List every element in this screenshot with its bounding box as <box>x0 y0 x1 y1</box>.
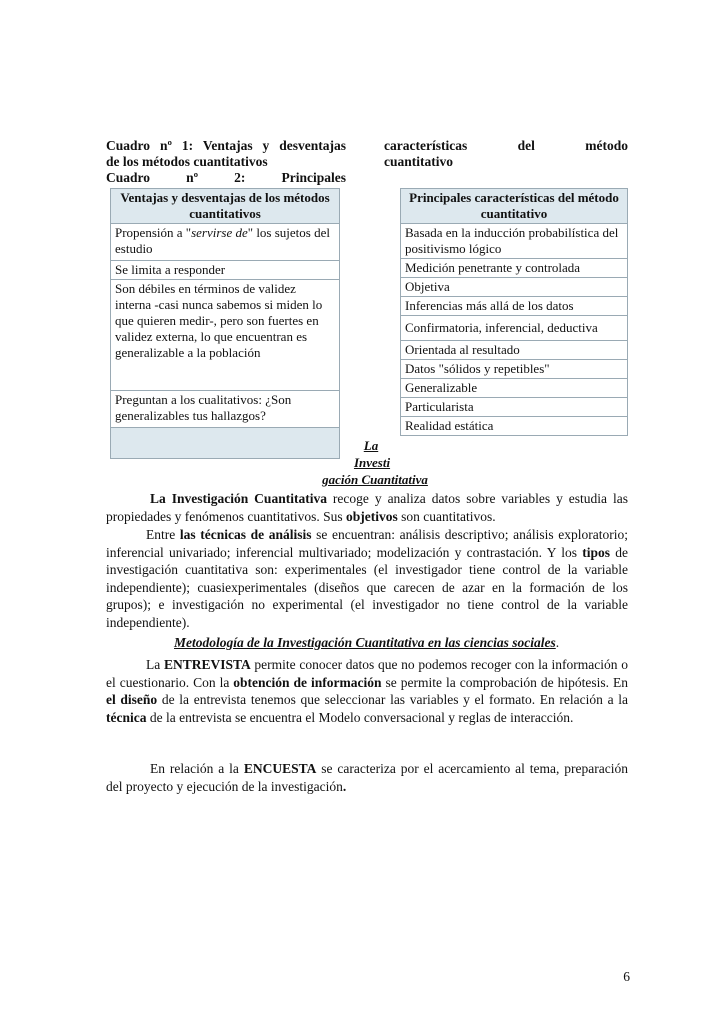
body-text: son cuantitativos. <box>397 508 496 524</box>
body-text: recoge y analiza datos sobre variables y estudia las propiedades y fenómenos cuantitativos. Sus <box>106 491 629 524</box>
cell-text: " los sujetos del estudio <box>115 225 330 256</box>
body-text: se encuentran: análisis descriptivo; análisis exploratorio; inferencial univariado; inferencial multivariado; modelización y contrastación. Y los <box>106 527 628 560</box>
bold-text: ENCUESTA <box>243 761 317 776</box>
table-row: Generalizable <box>401 379 628 398</box>
table-row: Son débiles en términos de validez interna -casi nunca sabemos si miden lo que quieren medir-, pero son fuertes en validez externa, lo que encuentran es generalizable a la población <box>111 280 340 391</box>
table-row: Realidad estática <box>401 417 628 436</box>
caption-2-line-1 <box>106 170 346 186</box>
caption-2-word: del <box>517 138 535 153</box>
section-title-part-2: Investi <box>353 455 391 470</box>
table-row: Basada en la inducción probabilística del positivismo lógico <box>401 224 628 259</box>
body-text: La <box>146 657 164 672</box>
table-2-header: Principales características del método cuantitativo <box>401 189 628 224</box>
table-row: Objetiva <box>401 278 628 297</box>
paragraph-entrevista <box>106 656 628 726</box>
page-number: 6 <box>623 969 630 984</box>
table-ventajas-desventajas <box>110 188 340 459</box>
caption-1-line-1: Cuadro nº 1: Ventajas y desventajas <box>106 138 346 153</box>
caption-2-right-line-2: cuantitativo <box>384 154 453 169</box>
subtitle <box>174 634 559 651</box>
caption-2-word: características <box>384 138 468 153</box>
table-row: Preguntan a los cualitativos: ¿Son generalizables tus hallazgos? <box>111 391 340 428</box>
table-row: Datos "sólidos y repetibles" <box>401 360 628 379</box>
body-text: Entre <box>146 527 180 542</box>
caption-cuadro-1 <box>106 138 346 186</box>
caption-2-word: nº <box>186 170 199 185</box>
body-text: se permite la comprobación de hipótesis. En <box>381 674 629 690</box>
table-row: Orientada al resultado <box>401 341 628 360</box>
caption-2-word: Cuadro <box>106 170 151 185</box>
body-text: de investigación cuantitativa son: experimentales (el investigador tiene control de la variable independiente); cuasiexperimentales (diseños que carecen de azar en la formación de los grupos); e investigación no experimental (el investigador no tiene control de la variable independiente). <box>106 544 628 630</box>
section-title-part-1: La <box>363 438 379 453</box>
caption-2-word: método <box>585 138 628 153</box>
caption-cuadro-2-continued <box>384 138 628 170</box>
paragraph-tecnicas <box>106 526 628 631</box>
paragraph-encuesta <box>106 760 628 795</box>
bold-text: La Investigación Cuantitativa <box>150 491 327 506</box>
bold-text: el diseño <box>106 692 158 707</box>
body-text: de la entrevista tenemos que seleccionar las variables y el formato. En relación a la <box>157 692 628 707</box>
paragraph-intro <box>106 490 628 525</box>
caption-1-line-2: de los métodos cuantitativos <box>106 154 268 169</box>
table-empty-row <box>111 428 340 459</box>
table-row: Particularista <box>401 398 628 417</box>
caption-2-word: 2: <box>234 170 246 185</box>
section-title-part-3: gación Cuantitativa <box>322 472 428 487</box>
bold-text: tipos <box>582 544 610 560</box>
table-row: Se limita a responder <box>111 261 340 280</box>
table-1-header: Ventajas y desventajas de los métodos cuantitativos <box>111 189 340 224</box>
body-text: permite conocer datos que no podemos recoger con la información o el cuestionario. Con la <box>106 657 628 690</box>
bold-text: obtención de información <box>233 674 382 690</box>
cell-emphasis: servirse de <box>191 225 248 240</box>
table-row: Confirmatoria, inferencial, deductiva <box>401 316 628 341</box>
caption-2-word: Principales <box>281 170 346 185</box>
bold-text: técnica <box>106 709 147 725</box>
table-row <box>111 224 340 261</box>
bold-text: objetivos <box>345 508 398 524</box>
subtitle-text: Metodología de la Investigación Cuantitativa en las ciencias sociales <box>174 635 556 650</box>
table-row: Medición penetrante y controlada <box>401 259 628 278</box>
subtitle-dot: . <box>555 635 560 650</box>
body-text: En relación a la <box>150 761 244 776</box>
table-row: Inferencias más allá de los datos <box>401 297 628 316</box>
caption-2-right-line-1 <box>384 138 628 154</box>
cell-text: Propensión a " <box>115 225 192 240</box>
bold-text: . <box>342 778 347 794</box>
body-text: de la entrevista se encuentra el Modelo conversacional y reglas de interacción. <box>146 709 574 725</box>
bold-text: las técnicas de análisis <box>179 527 312 542</box>
bold-text: ENTREVISTA <box>163 657 251 672</box>
table-caracteristicas <box>400 188 628 436</box>
body-text: se caracteriza por el acercamiento al tema, preparación del proyecto y ejecución de la investigación <box>106 761 628 794</box>
